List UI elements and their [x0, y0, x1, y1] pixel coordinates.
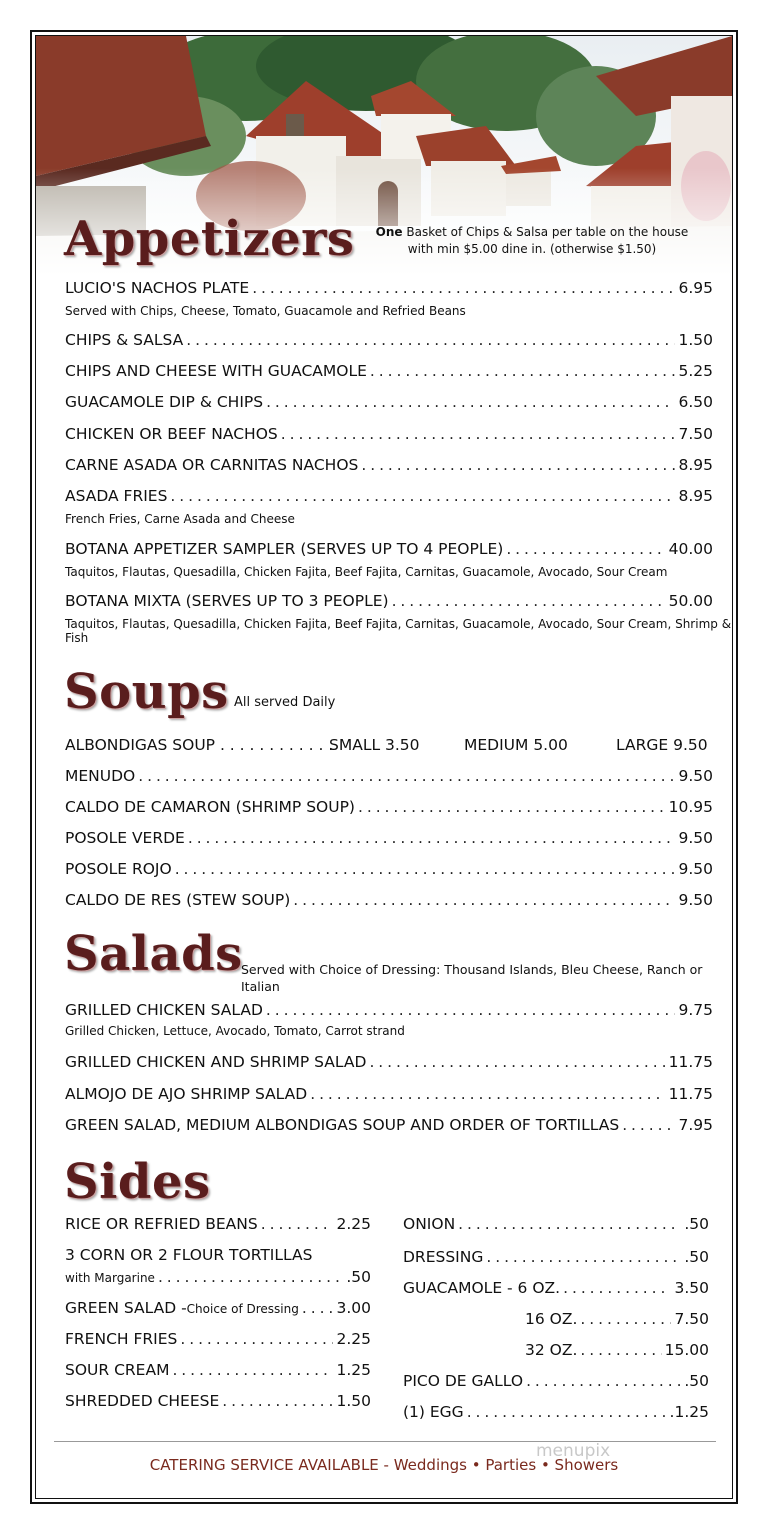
albondigas-medium: MEDIUM 5.00 [464, 736, 568, 754]
menu-item: CHICKEN OR BEEF NACHOS . . . 7.50 [65, 425, 713, 445]
menu-item: MENUDO . . . 9.50 [65, 767, 713, 787]
menu-item: GUACAMOLE DIP & CHIPS . . . 6.50 [65, 393, 713, 413]
menu-item: BOTANA APPETIZER SAMPLER (SERVES UP TO 4 PEOPLE) . . . 40.00 [65, 540, 713, 560]
soups-note: All served Daily [234, 695, 336, 710]
item-description: Grilled Chicken, Lettuce, Avocado, Tomato, Carrot strand [65, 1024, 405, 1038]
side-item: DRESSING . . . .50 [403, 1248, 709, 1268]
side-item: FRENCH FRIES . . . 2.25 [65, 1330, 371, 1350]
salads-note: Served with Choice of Dressing: Thousand Islands, Bleu Cheese, Ranch or Italian [241, 962, 703, 994]
menu-item: POSOLE ROJO . . . 9.50 [65, 860, 713, 880]
menu-item: CALDO DE RES (STEW SOUP) . . . 9.50 [65, 891, 713, 911]
side-item: ONION . . . .50 [403, 1215, 709, 1235]
side-item: GREEN SALAD - Choice of Dressing . . . 3.00 [65, 1299, 371, 1319]
side-item: with Margarine . . . .50 [65, 1268, 371, 1288]
menu-item: CHIPS AND CHEESE WITH GUACAMOLE . . . 5.25 [65, 362, 713, 382]
side-item: GUACAMOLE - 6 OZ. . . . 3.50 [403, 1279, 709, 1299]
sides-title: Sides [64, 1154, 211, 1210]
menu-page [35, 35, 733, 1499]
albondigas-name: ALBONDIGAS SOUP . . . . . . . . . . . . [65, 736, 334, 754]
menu-item: CARNE ASADA OR CARNITAS NACHOS . . . 8.95 [65, 456, 713, 476]
side-item: PICO DE GALLO . . . .50 [403, 1372, 709, 1392]
albondigas-small: SMALL 3.50 [329, 736, 420, 754]
menu-item: CALDO DE CAMARON (SHRIMP SOUP) . . . 10.95 [65, 798, 713, 818]
side-item: SHREDDED CHEESE . . . 1.50 [65, 1392, 371, 1412]
item-description: Taquitos, Flautas, Quesadilla, Chicken Fajita, Beef Fajita, Carnitas, Guacamole, Avocado, Sour Cream, Shrimp & Fish [65, 617, 732, 645]
catering-footer: CATERING SERVICE AVAILABLE - Weddings • Parties • Showers [149, 1456, 619, 1474]
menu-item: GRILLED CHICKEN SALAD . . . 9.75 [65, 1001, 713, 1021]
note-bold: One [375, 225, 403, 239]
menu-item: POSOLE VERDE . . . 9.50 [65, 829, 713, 849]
item-description: Taquitos, Flautas, Quesadilla, Chicken Fajita, Beef Fajita, Carnitas, Guacamole, Avocado, Sour Cream [65, 565, 668, 579]
albondigas-large: LARGE 9.50 [616, 736, 708, 754]
salads-title: Salads [64, 926, 243, 982]
note-line2: with min $5.00 dine in. (otherwise $1.50) [407, 242, 657, 256]
menu-item: CHIPS & SALSA . . . 1.50 [65, 331, 713, 351]
menu-item: GRILLED CHICKEN AND SHRIMP SALAD . . . 11.75 [65, 1053, 713, 1073]
menu-item: BOTANA MIXTA (SERVES UP TO 3 PEOPLE) . . . 50.00 [65, 592, 713, 612]
menu-item: ASADA FRIES . . . 8.95 [65, 487, 713, 507]
item-description: French Fries, Carne Asada and Cheese [65, 512, 295, 526]
chips-salsa-note [372, 224, 692, 258]
menu-item: ALMOJO DE AJO SHRIMP SALAD . . . 11.75 [65, 1085, 713, 1105]
side-item: RICE OR REFRIED BEANS . . . 2.25 [65, 1215, 371, 1235]
side-item-name: 3 CORN OR 2 FLOUR TORTILLAS [65, 1246, 313, 1264]
side-item: SOUR CREAM . . . 1.25 [65, 1361, 371, 1381]
note-line1: Basket of Chips & Salsa per table on the house [402, 225, 689, 239]
soups-title: Soups [64, 664, 229, 720]
side-item: 16 OZ. . . . 7.50 [525, 1310, 709, 1330]
footer-divider [54, 1441, 716, 1442]
watermark-logo: menupix [536, 1441, 611, 1461]
side-item: 32 OZ. . . . 15.00 [525, 1341, 709, 1361]
item-description: Served with Chips, Cheese, Tomato, Guacamole and Refried Beans [65, 304, 466, 318]
appetizers-title: Appetizers [64, 211, 355, 267]
menu-item: LUCIO'S NACHOS PLATE . . . 6.95 [65, 279, 713, 299]
side-item: (1) EGG . . . .1.25 [403, 1403, 709, 1423]
menu-item: GREEN SALAD, MEDIUM ALBONDIGAS SOUP AND ORDER OF TORTILLAS . . . 7.95 [65, 1116, 713, 1136]
